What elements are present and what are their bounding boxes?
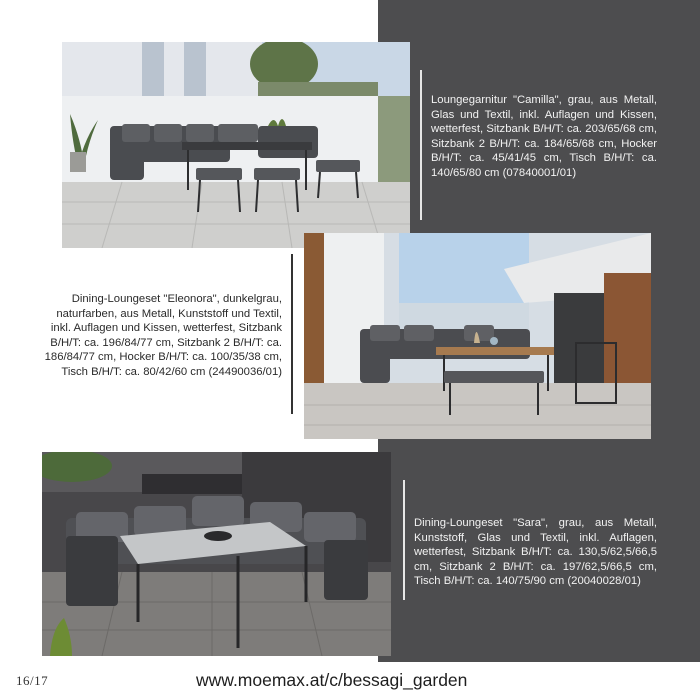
page-number: 16/17 <box>16 673 49 688</box>
sara-description: Dining-Loungeset "Sara", grau, aus Metall, Kunststoff, Glas und Textil, inkl. Auflagen, wetterfest, Sitzbank B/H/T: ca. 130,5/62,5/66,5 cm, Sitzbank 2 B/H/T: ca. 197/62,5/66,5 cm, Tisch B/H/T: ca. 140/75/90 cm (20040028/01) <box>414 517 657 587</box>
website-url[interactable]: www.moemax.at/c/bessagi_garden <box>196 670 468 690</box>
sara-product-photo <box>42 452 391 656</box>
sara-separator-line <box>403 480 405 600</box>
eleonora-product-photo <box>304 233 651 439</box>
eleonora-description: Dining-Loungeset "Eleonora", dunkelgrau, naturfarben, aus Metall, Kunststoff und Textil, inkl. Auflagen und Kissen, wetterfest, Sitzbank B/H/T: ca. 196/84/77 cm, Sitzbank 2 B/H/T: ca. 186/84/77 cm, Hocker B/H/T: ca. 100/35/38 cm, Tisch B/H/T: ca. 80/42/60 cm (24490036/01) <box>44 293 282 378</box>
camilla-description: Loungegarnitur "Camilla", grau, aus Metall, Glas und Textil, inkl. Auflagen und Kissen, wetterfest, Sitzbank B/H/T: ca. 203/65/68 cm, Sitzbank 2 B/H/T: ca. 184/65/68 cm, Hocker B/H/T: ca. 45/41/45 cm, Tisch B/H/T: ca. 140/65/80 cm (07840001/01) <box>431 94 657 179</box>
camilla-separator-line <box>420 70 422 220</box>
eleonora-separator-line <box>291 254 293 414</box>
camilla-product-photo <box>62 42 410 248</box>
